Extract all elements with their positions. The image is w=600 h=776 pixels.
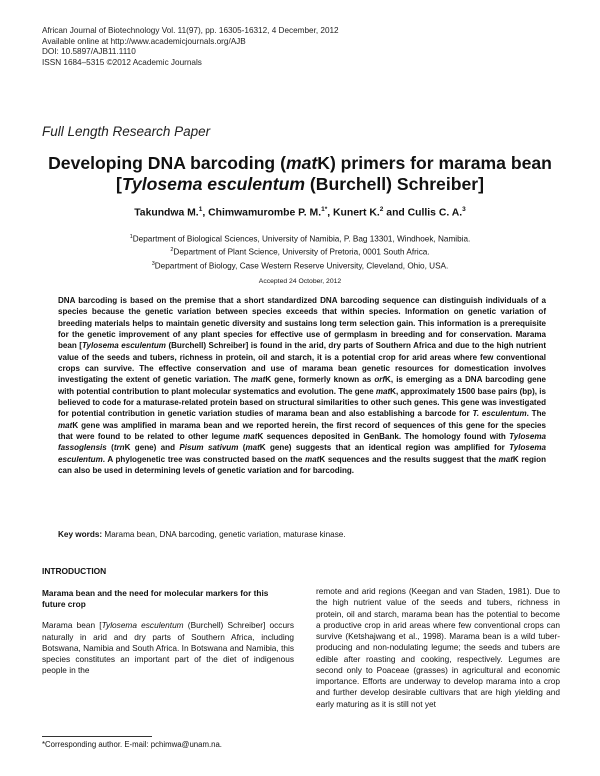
affiliation: $^1$Department of Biological Sciences, University of Namibia, P. Bag 13301, Windhoek, Namibia. — [129, 234, 471, 244]
subsection-heading: Marama bean and the need for molecular markers for this future crop — [42, 588, 269, 610]
keywords-label: Key words: — [58, 530, 103, 539]
author-name: Takundwa M. — [134, 207, 199, 219]
keywords — [58, 530, 546, 539]
affiliations — [40, 232, 560, 272]
author-name: Cullis C. A. — [407, 207, 463, 219]
doi-line: DOI: 10.5897/AJB11.1110 — [42, 47, 136, 56]
journal-citation: African Journal of Biotechnology Vol. 11(97), pp. 16305-16312, 4 December, 2012 — [42, 26, 339, 35]
body-paragraph: Marama bean [Tylosema esculentum (Burchell) Schreiber] occurs naturally in arid and dry parts of Southern Africa, including Botswana, Namibia and South Africa. In Botswana and Namibia, this species constitutes an important part of the diet of indigenous people in the — [42, 620, 294, 676]
availability-line: Available online at http://www.academicjournals.org/AJB — [42, 36, 246, 46]
issn-line: ISSN 1684–5315 ©2012 Academic Journals — [42, 57, 202, 67]
author-name: Kunert K. — [333, 207, 380, 219]
right-column — [316, 586, 560, 710]
body-paragraph: remote and arid regions (Keegan and van Staden, 1981). Due to the high nutrient value of the seeds and tubers, richness in protein, oil and starch, marama bean has the potential to become a productive crop in arid areas where few conventional crops can survive (Ketshajwang et al., 1998). Marama bean is a wild tuber-producing and non-nodulating legume; the seeds and tubers are edible after roasting and cooking, respectively. Legumes are second only to Poaceae (grasses) in agricultural and economic importance. Efforts are underway to develop marama into a crop and further develop desirable cultivars that are high yielding and early maturing as it is still not yet — [316, 586, 560, 709]
article-category: Full Length Research Paper — [42, 124, 211, 139]
left-column — [42, 588, 294, 676]
author-list: Takundwa M.$^1$, Chimwamurombe P. M.$^{1*}$, Kunert K.$^2$ and Cullis C. A.$^3$ — [134, 206, 466, 219]
accepted-date: Accepted 24 October, 2012 — [258, 278, 342, 285]
section-heading-introduction: INTRODUCTION — [42, 566, 107, 576]
abstract: DNA barcoding is based on the premise that a short standardized DNA barcoding sequence can distinguish individuals of a species because the genetic variation between species exceeds that within species. Information on genetic variation of breeding materials helps to maintain genetic diversity and sustains long term selection gain. This information is a prerequisite for the genetic improvement of any plant species for effective use of germplasm in breeding and for conservation. Marama bean [Tylosema esculentum (Burchell) Schreiber] is found in the arid, dry parts of Southern Africa and due to the high nutrient value of the seeds and tubers, richness in protein, oil and starch, it is a potential crop for arid areas where few conventional crops can survive. The effective conservation and use of marama bean genetic resources for domestication involves investigating the extent of genetic variation. The matK gene, formerly known as orfK, is emerging as a DNA barcoding gene with potential contribution to plant molecular systematics and evolution. The gene matK, approximately 1500 base pairs (bp), is believed to code for a maturase-related protein based on structural similarities to other such genes. This gene was investigated for potential contribution in genetic variation studies of marama bean and also establishing a barcode for T. esculentum. The matK gene was amplified in marama bean and we reported herein, the first record of sequences of this gene for the species that were found to be related to other legume matK sequences deposited in GenBank. The homology found with Tylosema fassoglensis (trnK gene) and Pisum sativum (matK gene) suggests that an identical region was amplified for Tylosema esculentum. A phylogenetic tree was constructed based on the matK sequences and the results suggest that the matK region can also be used in determining levels of genetic variation and for barcoding. — [58, 296, 547, 476]
corresponding-author-footnote: *Corresponding author. E-mail: pchimwa@unam.na. — [42, 740, 222, 749]
journal-header — [42, 26, 339, 68]
affiliation: $^2$Department of Plant Science, University of Pretoria, 0001 South Africa. — [170, 247, 430, 258]
affiliation: $^3$Department of Biology, Case Western Reserve University, Cleveland, Ohio, USA. — [151, 260, 449, 271]
paper-title: Developing DNA barcoding (matK) primers for marama bean [Tylosema esculentum (Burchell) Schreiber] — [48, 153, 552, 194]
author-name: Chimwamurombe P. M. — [208, 207, 322, 219]
keywords-text: Marama bean, DNA barcoding, genetic variation, maturase kinase. — [102, 530, 346, 539]
footnote-divider — [42, 736, 152, 737]
